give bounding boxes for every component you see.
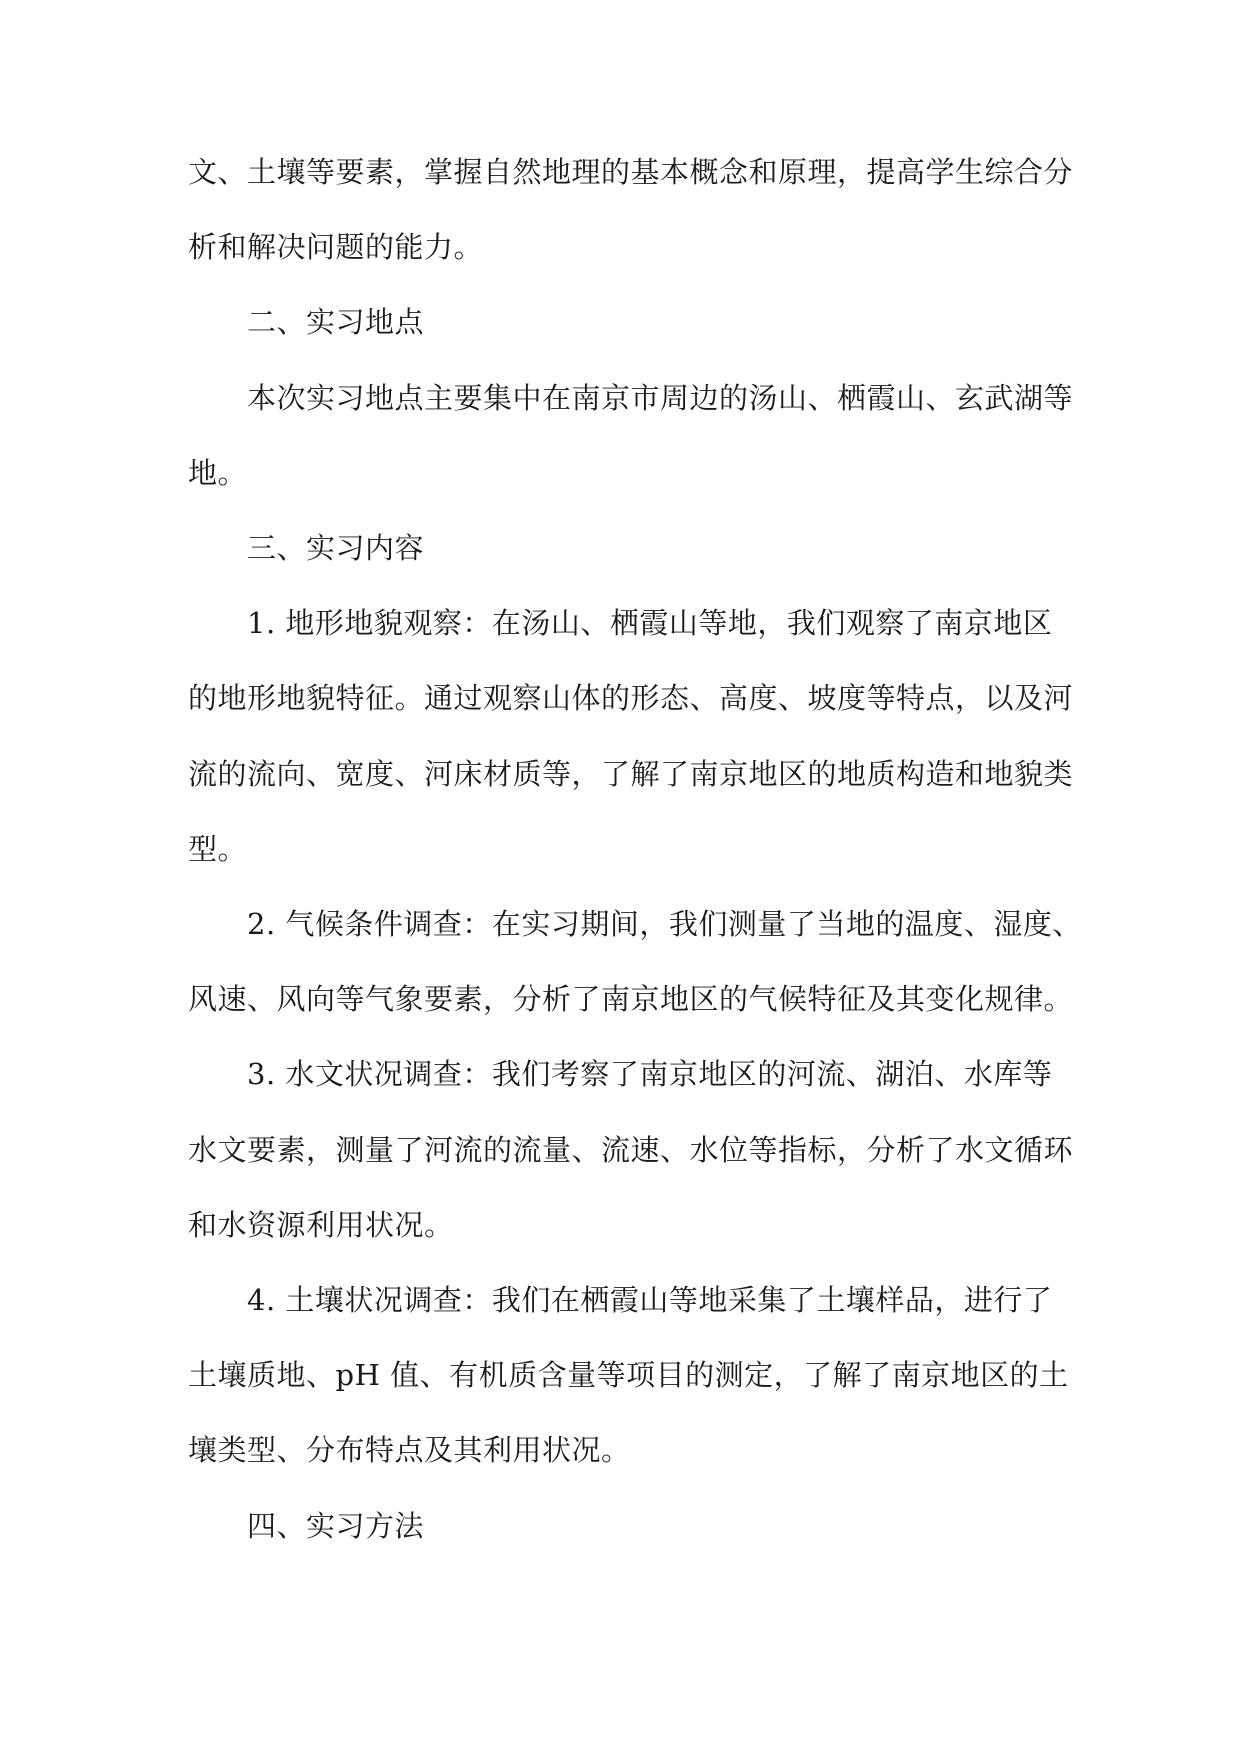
text-line: 风速、风向等气象要素，分析了南京地区的气候特征及其变化规律。 [188,982,1074,1016]
text-line: 2. 气候条件调查：在实习期间，我们测量了当地的温度、湿度、 [247,907,1082,941]
text-line: 1. 地形地貌观察：在汤山、栖霞山等地，我们观察了南京地区 [247,606,1053,640]
text-line: 3. 水文状况调查：我们考察了南京地区的河流、湖泊、水库等 [247,1057,1053,1091]
text-line: 本次实习地点主要集中在南京市周边的汤山、栖霞山、玄武湖等 [247,381,1074,415]
text-line: 和水资源利用状况。 [188,1208,454,1242]
section-heading: 三、实习内容 [247,531,425,565]
section-heading: 二、实习地点 [247,305,425,339]
section-heading: 四、实习方法 [247,1509,425,1543]
text-line: 文、土壤等要素，掌握自然地理的基本概念和原理，提高学生综合分 [188,155,1074,189]
text-line: 的地形地貌特征。通过观察山体的形态、高度、坡度等特点，以及河 [188,681,1074,715]
text-line: 流的流向、宽度、河床材质等，了解了南京地区的地质构造和地貌类 [188,757,1074,791]
text-line: 析和解决问题的能力。 [188,230,484,264]
text-line: 水文要素，测量了河流的流量、流速、水位等指标，分析了水文循环 [188,1133,1074,1167]
text-line: 地。 [188,456,248,490]
text-line: 4. 土壤状况调查：我们在栖霞山等地采集了土壤样品，进行了 [247,1283,1053,1317]
text-line: 土壤质地、pH 值、有机质含量等项目的测定，了解了南京地区的土 [188,1358,1069,1392]
text-line: 型。 [188,832,248,866]
text-line: 壤类型、分布特点及其利用状况。 [188,1433,631,1467]
